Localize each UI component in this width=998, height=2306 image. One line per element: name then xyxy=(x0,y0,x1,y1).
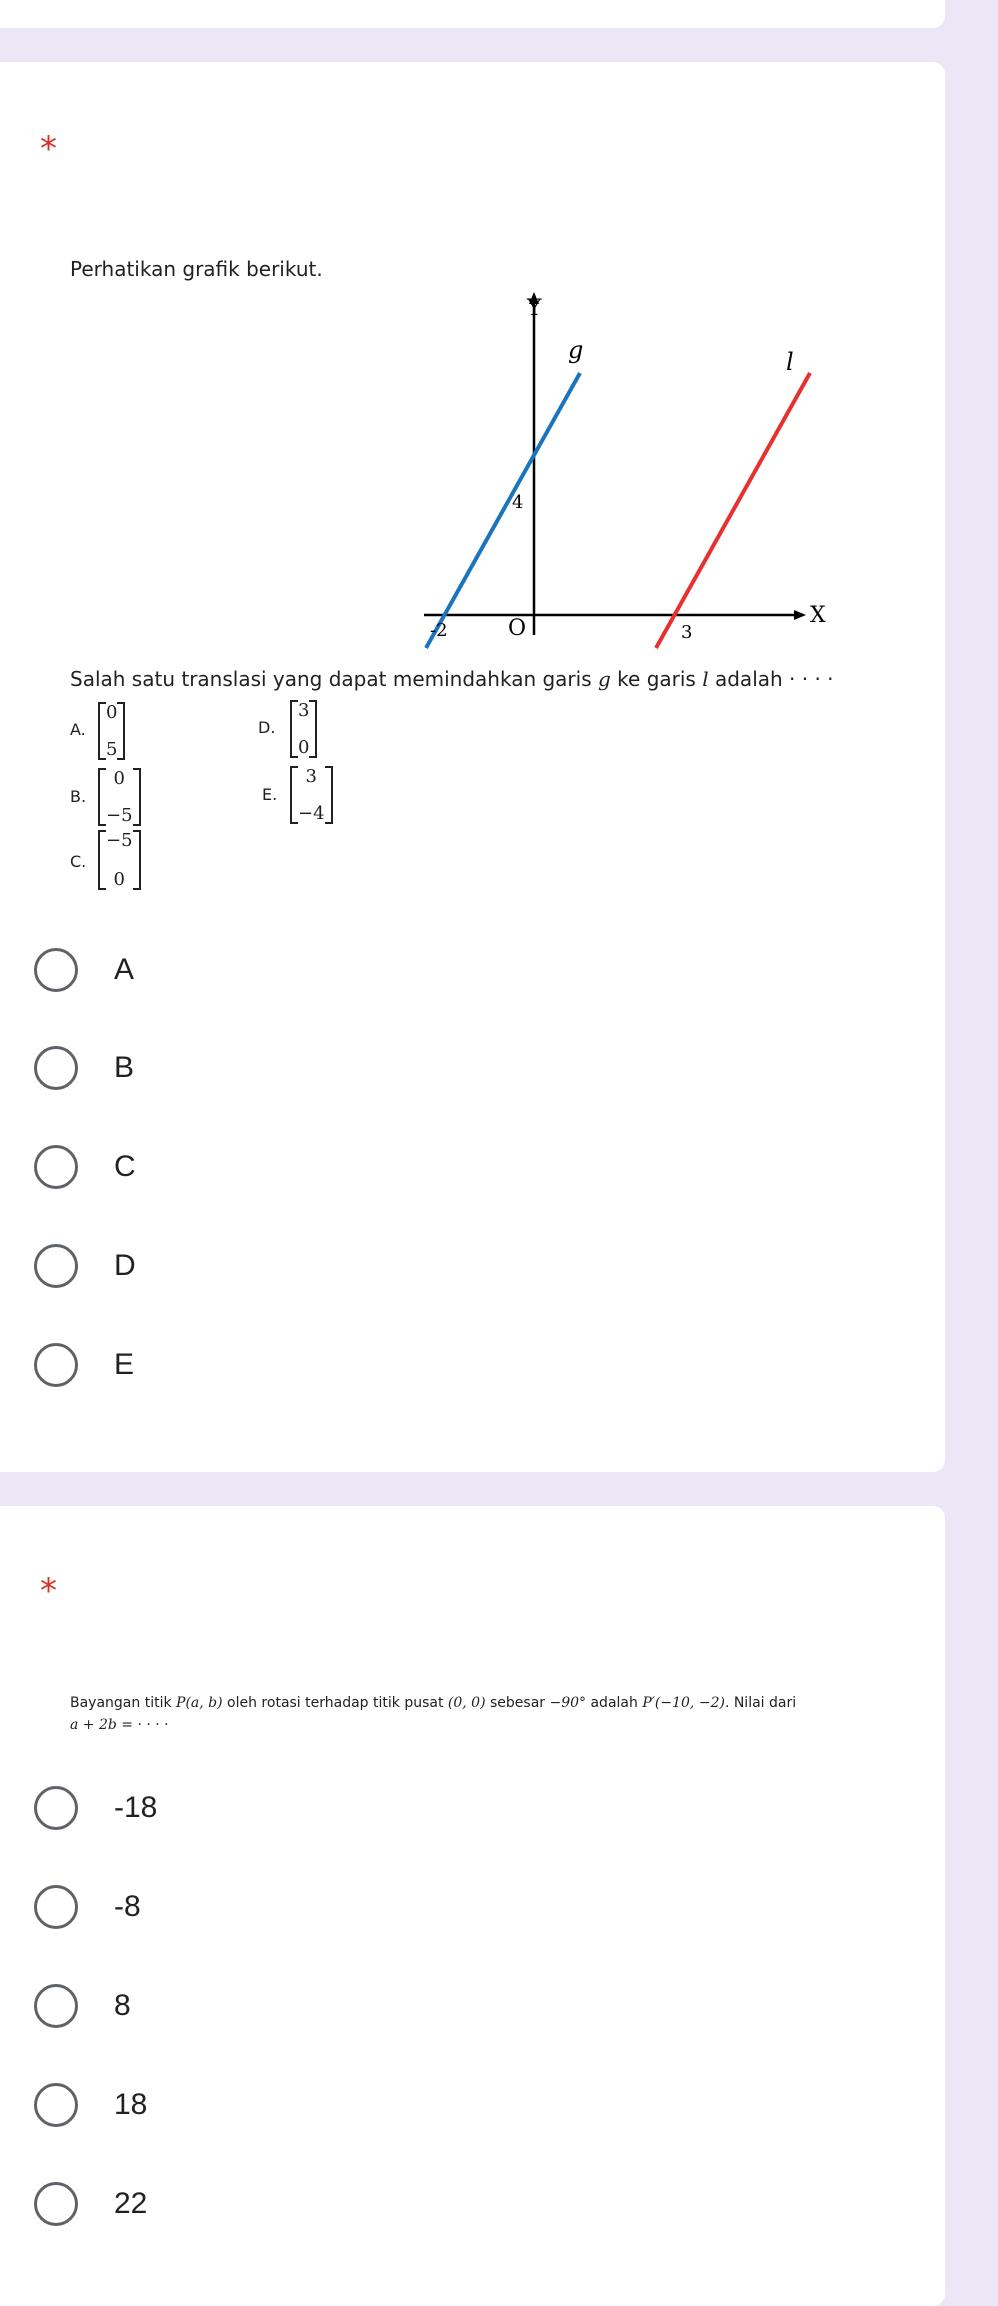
radio-button[interactable] xyxy=(34,1145,78,1189)
choice-d[interactable] xyxy=(34,1244,136,1288)
matrix-bottom: 0 xyxy=(113,869,125,890)
choice-c[interactable] xyxy=(34,1145,136,1189)
question-prompt: Perhatikan grafik berikut. xyxy=(70,257,323,281)
matrix-top: 0 xyxy=(106,702,118,723)
choice-label: B xyxy=(114,1051,135,1084)
matrix-option-c xyxy=(98,830,141,890)
required-marker: * xyxy=(40,1571,57,1611)
choice-a[interactable] xyxy=(34,948,134,992)
line-g xyxy=(426,373,580,648)
prompt-angle: −90° xyxy=(549,1695,587,1711)
statement-part: adalah · · · · xyxy=(708,667,834,691)
x-axis-arrow xyxy=(794,610,806,620)
matrix-option-b xyxy=(98,768,141,826)
choice-label: 8 xyxy=(114,1989,131,2022)
matrix-option-d-letter: D. xyxy=(258,718,276,737)
choice-label: A xyxy=(114,953,135,986)
prompt-part: Bayangan titik xyxy=(70,1695,177,1711)
prompt-image-point: P′(−10, −2) xyxy=(642,1695,725,1711)
x-intercept-l-label: 3 xyxy=(681,622,693,643)
choice-label: 22 xyxy=(114,2187,148,2220)
choice-label: D xyxy=(114,1249,136,1282)
matrix-option-d xyxy=(290,700,317,758)
question-statement xyxy=(70,667,834,691)
prompt-part: oleh rotasi terhadap titik pusat xyxy=(222,1695,448,1711)
line-g-label: g xyxy=(568,336,584,364)
matrix-option-c-letter: C. xyxy=(70,852,87,871)
matrix-top: 3 xyxy=(298,700,310,721)
matrix-option-e xyxy=(290,766,333,824)
matrix-bottom: −4 xyxy=(298,803,325,824)
prompt-center: (0, 0) xyxy=(447,1695,486,1711)
y-axis-label: Y xyxy=(527,296,542,321)
question-card-1 xyxy=(0,62,945,1472)
prompt-expression: a + 2b = · · · · xyxy=(70,1717,169,1733)
prompt-part: sebesar xyxy=(485,1695,550,1711)
x-intercept-g-label: -2 xyxy=(430,620,448,641)
matrix-bottom: −5 xyxy=(106,805,133,826)
choice-minus-8[interactable] xyxy=(34,1885,141,1929)
choice-label: E xyxy=(114,1348,135,1381)
choice-label: C xyxy=(114,1150,136,1183)
matrix-option-b-letter: B. xyxy=(70,787,87,806)
matrix-bottom: 5 xyxy=(106,739,118,760)
matrix-option-a-letter: A. xyxy=(70,720,86,739)
choice-b[interactable] xyxy=(34,1046,134,1090)
radio-button[interactable] xyxy=(34,1046,78,1090)
y-intercept-label: 4 xyxy=(512,492,524,513)
required-marker: * xyxy=(40,129,57,169)
choice-18[interactable] xyxy=(34,2083,147,2127)
radio-button[interactable] xyxy=(34,1885,78,1929)
radio-button[interactable] xyxy=(34,948,78,992)
choice-minus-18[interactable] xyxy=(34,1786,157,1830)
prompt-part: . Nilai dari xyxy=(724,1695,797,1711)
matrix-option-a xyxy=(98,702,125,760)
question-prompt xyxy=(70,1692,796,1736)
matrix-top: −5 xyxy=(106,830,133,851)
matrix-option-e-letter: E. xyxy=(262,785,278,804)
question-card-2 xyxy=(0,1506,945,2306)
radio-button[interactable] xyxy=(34,1984,78,2028)
choice-8[interactable] xyxy=(34,1984,131,2028)
origin-label: O xyxy=(508,616,527,641)
coordinate-graph xyxy=(408,290,828,650)
statement-part: Salah satu translasi yang dapat memindahkan garis xyxy=(70,667,598,691)
choice-22[interactable] xyxy=(34,2182,147,2226)
line-l xyxy=(656,373,810,648)
radio-button[interactable] xyxy=(34,1343,78,1387)
statement-part: ke garis xyxy=(610,667,703,691)
statement-l: l xyxy=(702,667,709,691)
choice-label: 18 xyxy=(114,2088,148,2121)
x-axis-label: X xyxy=(810,603,826,628)
prompt-part: adalah xyxy=(586,1695,643,1711)
line-l-label: l xyxy=(786,348,794,376)
matrix-top: 0 xyxy=(113,768,125,789)
prompt-point: P(a, b) xyxy=(176,1695,223,1711)
choice-label: -8 xyxy=(114,1890,141,1923)
statement-g: g xyxy=(598,667,611,691)
choice-label: -18 xyxy=(114,1791,158,1824)
radio-button[interactable] xyxy=(34,2182,78,2226)
radio-button[interactable] xyxy=(34,1244,78,1288)
matrix-top: 3 xyxy=(305,766,317,787)
radio-button[interactable] xyxy=(34,1786,78,1830)
radio-button[interactable] xyxy=(34,2083,78,2127)
choice-e[interactable] xyxy=(34,1343,134,1387)
previous-question-card xyxy=(0,0,945,28)
matrix-bottom: 0 xyxy=(298,737,310,758)
